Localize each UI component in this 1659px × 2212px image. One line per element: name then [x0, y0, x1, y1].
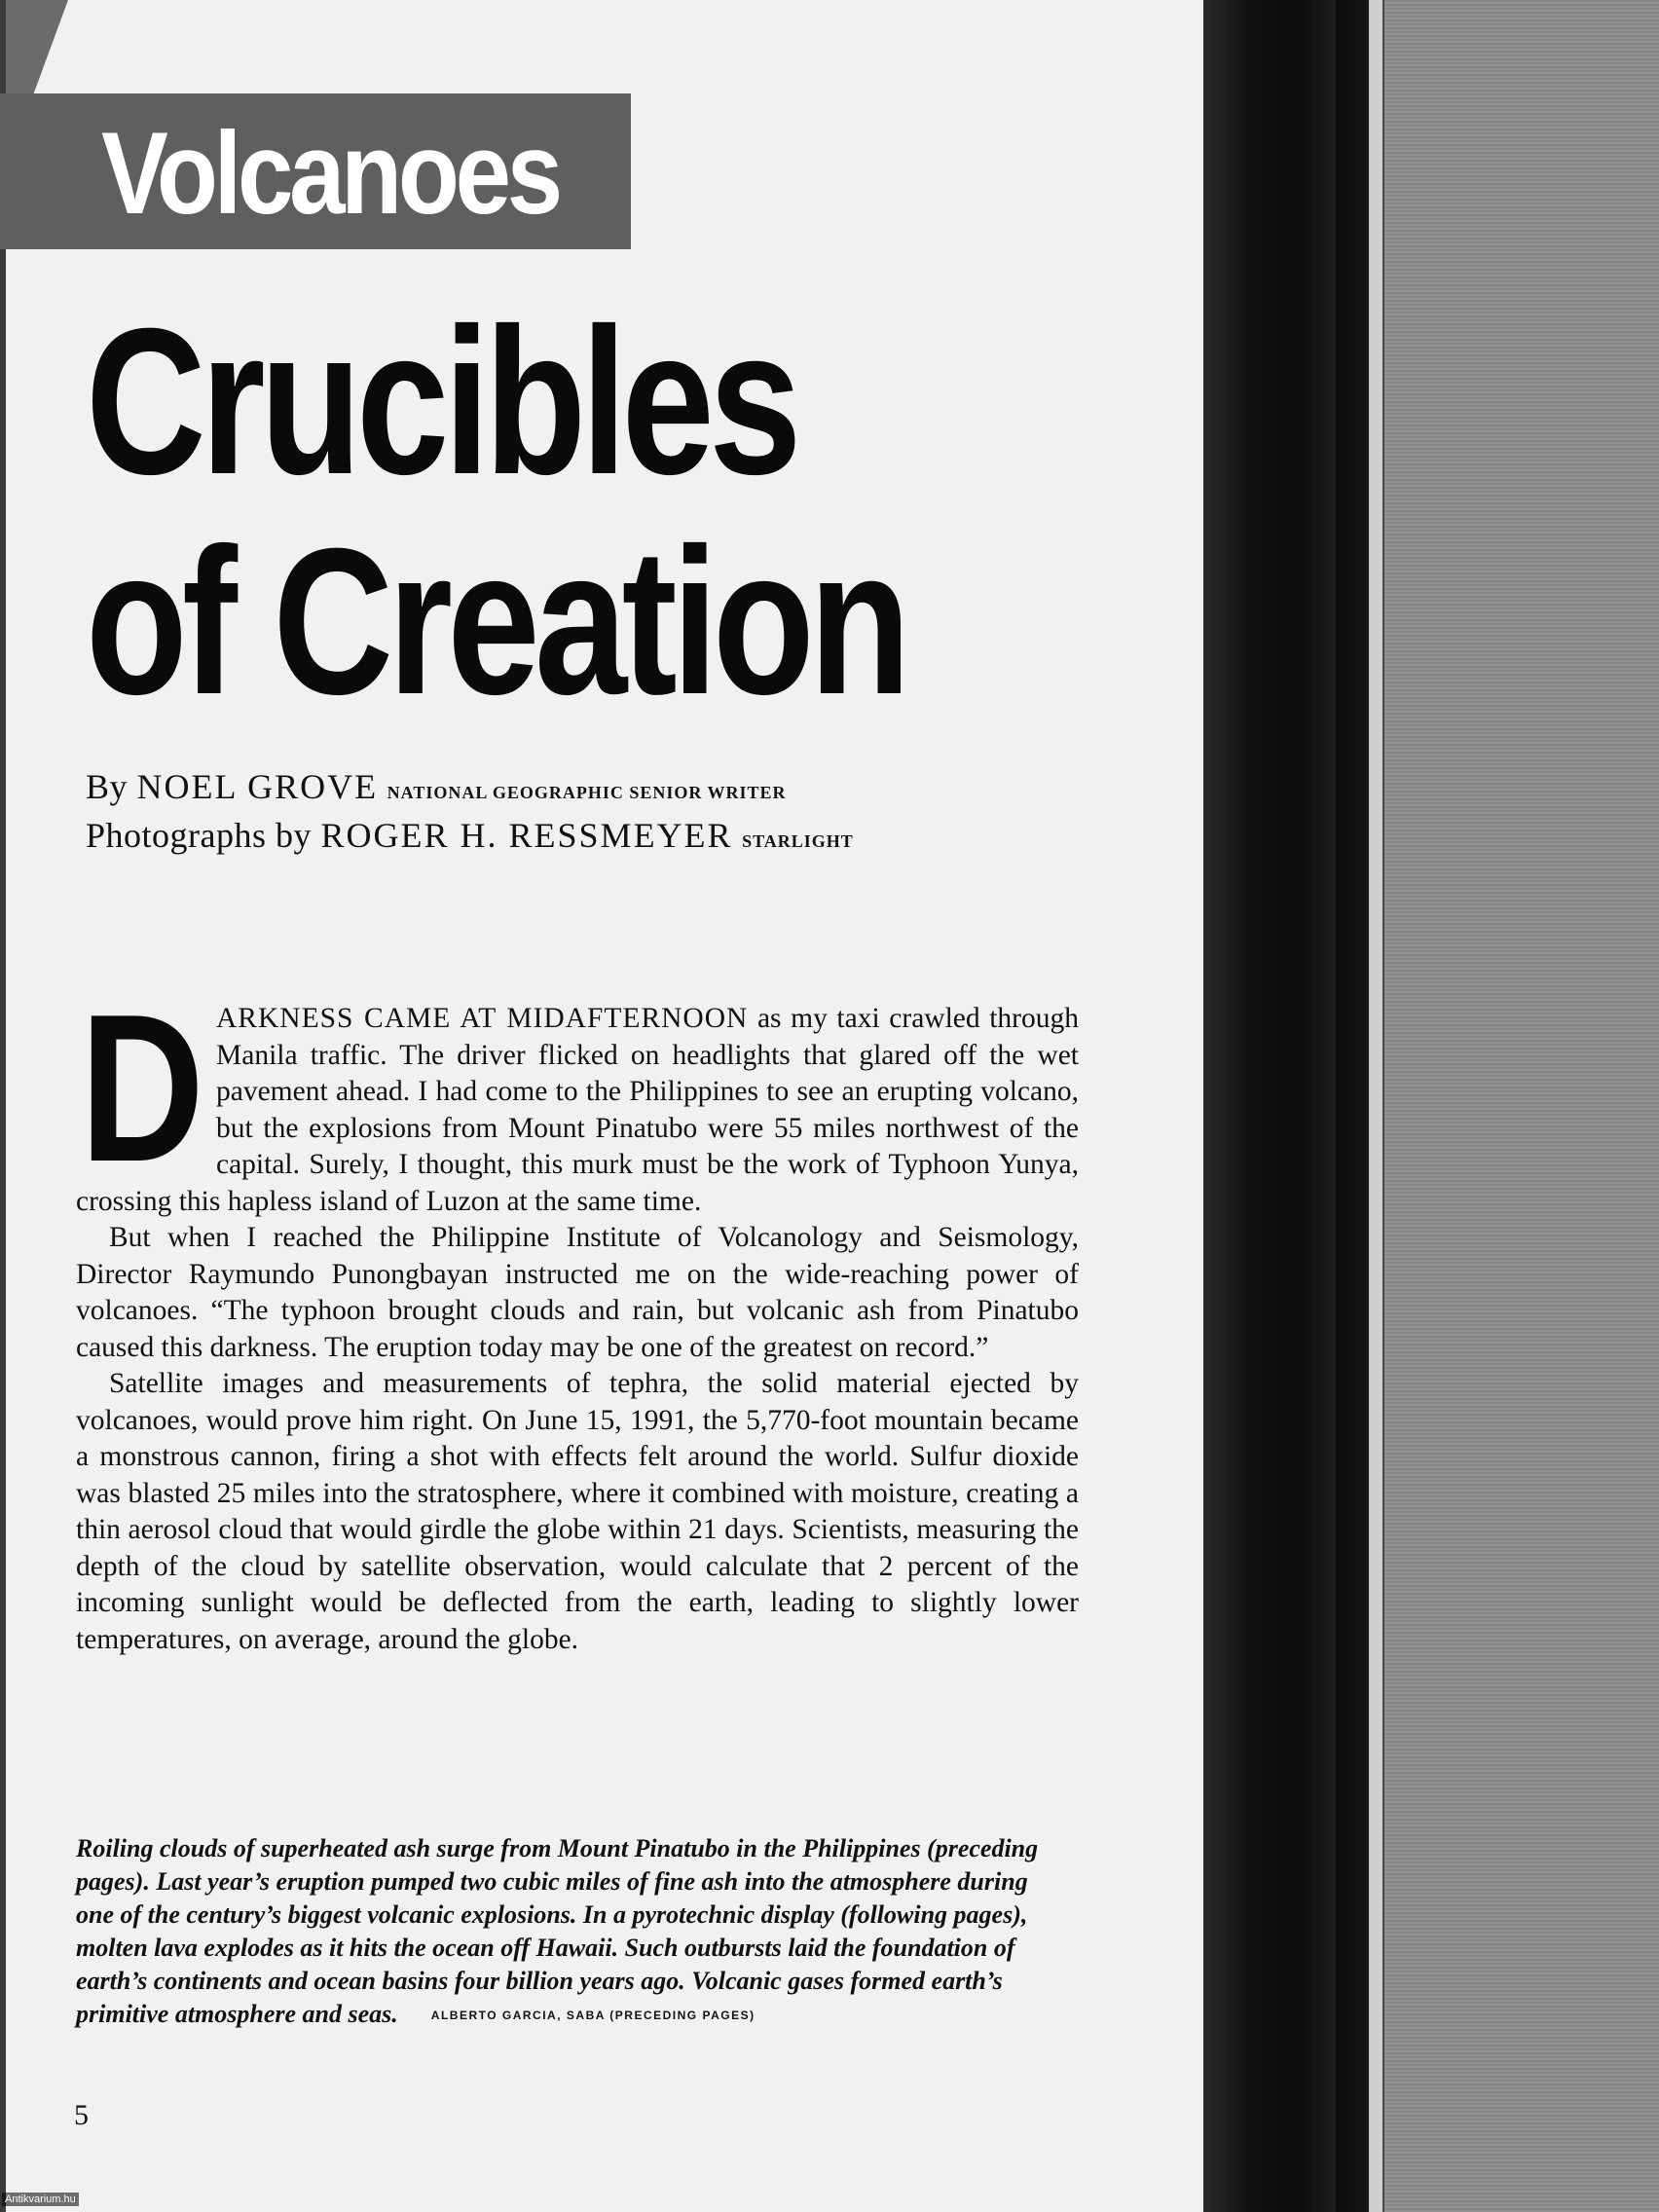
- paragraph-3: Satellite images and measurements of tephra, the solid material ejected by volcanoes, would prove him right. On June 15, 1991, the 5,770-foot mountain became a monstrous cannon, firing a shot with effects felt around the world. Sulfur dioxide was blasted 25 miles into the stratosphere, where it combined with moisture, creating a thin aerosol cloud that would girdle the globe within 21 days. Scientists, measuring the depth of the cloud by satellite observation, would calculate that 2 percent of the incoming sunlight would be deflected from the earth, leading to slightly lower temperatures, on average, around the globe.: [76, 1368, 1079, 1655]
- photo-caption: [76, 1832, 1059, 2032]
- photo-prefix: Photographs by: [86, 816, 312, 855]
- byline-prefix: By: [86, 767, 129, 806]
- kicker-text: Volcanoes: [101, 108, 559, 239]
- lead-in: ARKNESS CAME AT MIDAFTERNOON: [216, 1003, 749, 1034]
- paragraph-1: [76, 970, 1079, 1220]
- caption-text: Roiling clouds of superheated ash surge from Mount Pinatubo in the Philippines (preceding pages). Last year’s eruption pumped two cubic miles of fine ash into the atmosphere during one of the century’s biggest volcanic explosions. In a pyrotechnic display (following pages), molten lava explodes as it hits the ocean off Hawaii. Such outbursts laid the foundation of earth’s continents and ocean basins four billion years ago. Volcanic gases formed earth’s primitive atmosphere and seas.: [76, 1834, 1039, 2028]
- photographer-byline: [86, 814, 854, 863]
- photographer-name: ROGER H. RESSMEYER: [320, 816, 733, 855]
- magazine-spine-shadow: [1203, 0, 1336, 2212]
- headline: [86, 285, 905, 738]
- article-body: [76, 970, 1079, 1658]
- drop-cap: D: [80, 970, 204, 1205]
- headline-line-1: Crucibles: [86, 285, 796, 518]
- page-edge-highlight: [1369, 0, 1382, 2212]
- adjacent-page-background: [1382, 0, 1659, 2212]
- paragraph-1-text: as my taxi crawled through Manila traffic. The driver flicked on headlights that glared off the wet pavement ahead. I had come to the Philippines to see an erupting volcano, but the explosions from Mount Pinatubo were 55 miles northwest of the capital. Surely, I thought, this murk must be the work of Typhoon Yunya, crossing this hapless island of Luzon at the same time.: [76, 1003, 1079, 1217]
- paragraph-2: But when I reached the Philippine Institute of Volcanology and Seismology, Director Raymundo Punongbayan instructed me on the wide-reaching power of volcanoes. “The typhoon brought clouds and rain, but volcanic ash from Pinatubo caused this darkness. The eruption today may be one of the greatest on record.”: [76, 1222, 1079, 1363]
- author-title: NATIONAL GEOGRAPHIC SENIOR WRITER: [387, 783, 787, 802]
- headline-line-2: of Creation: [86, 505, 905, 738]
- author-byline: [86, 765, 787, 814]
- page-number: 5: [74, 2099, 89, 2131]
- photo-credit: ALBERTO GARCIA, SABA (PRECEDING PAGES): [430, 2009, 756, 2022]
- photo-agency: STARLIGHT: [742, 831, 854, 851]
- author-name: NOEL GROVE: [136, 767, 379, 806]
- page-left-edge: [0, 0, 6, 2212]
- watermark: Antikvarium.hu: [2, 2193, 79, 2206]
